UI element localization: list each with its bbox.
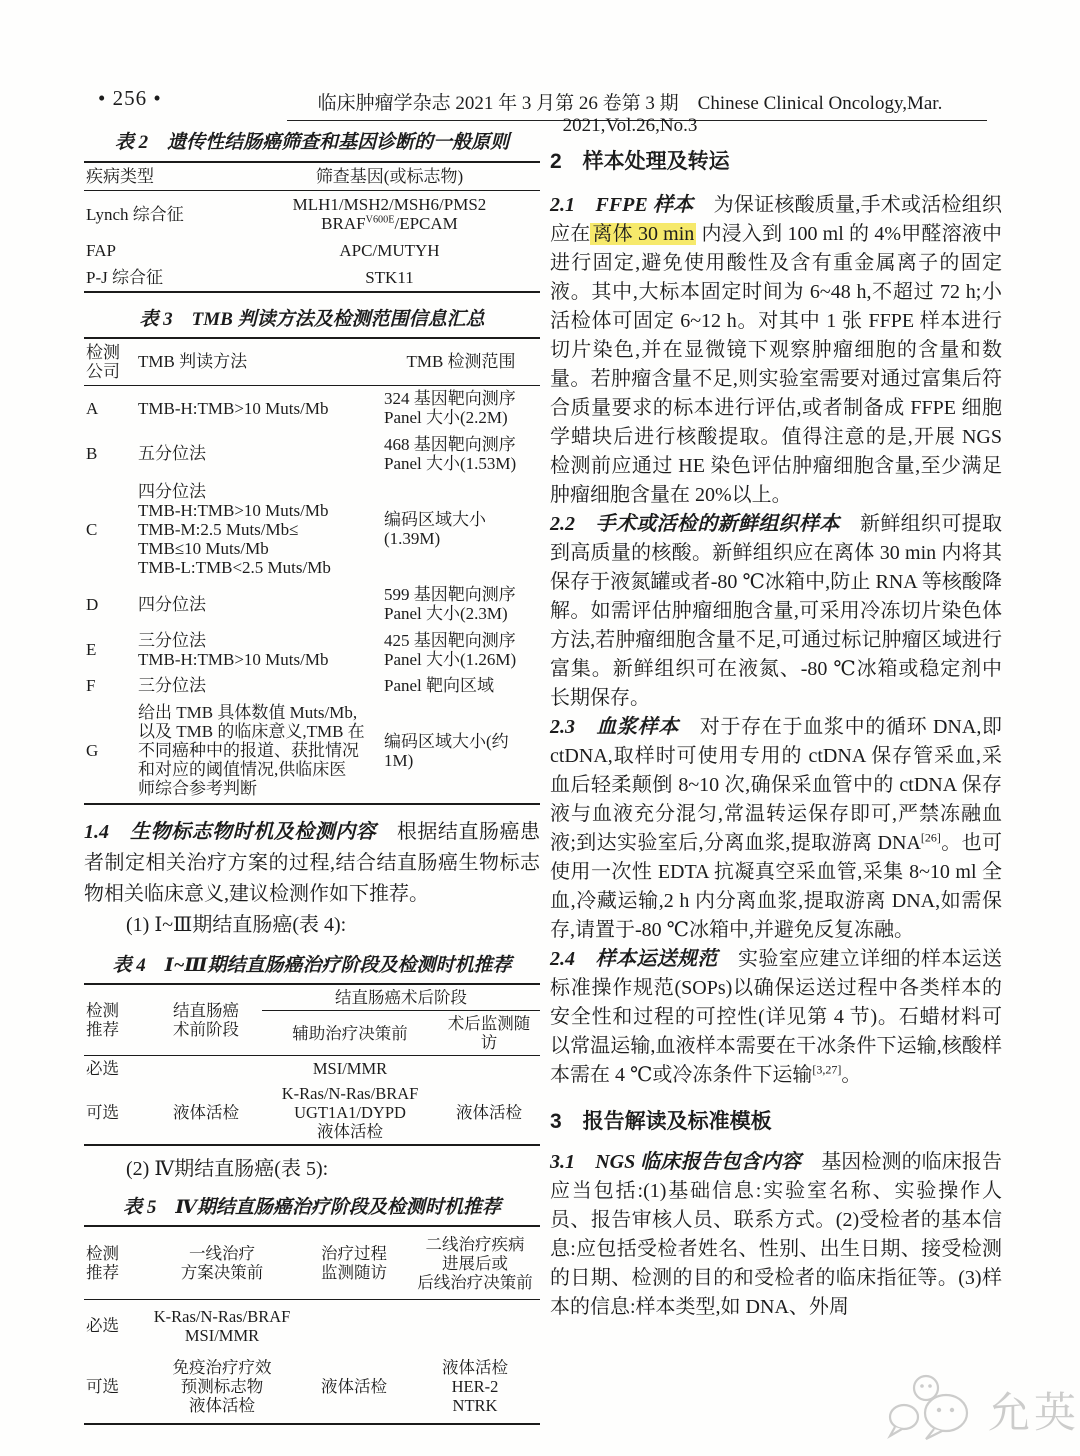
table-cell: C — [86, 519, 98, 539]
table-cell: B — [86, 444, 98, 464]
table-row — [84, 1300, 540, 1351]
table-row — [84, 385, 540, 431]
table-cell: MLH1/MSH2/MSH6/PMS2 $BRAF^{V600E}$/EPCAM — [292, 195, 487, 234]
table-cell: 可选 — [86, 1377, 119, 1397]
column-header-group: 结直肠癌术后阶段 — [262, 984, 540, 1011]
list-item-stage1-3: (1) Ⅰ~Ⅲ期结直肠癌(表 4): — [126, 914, 347, 936]
paragraph-2-2: 2.2 手术或活检的新鲜组织样本 新鲜组织可提取到高质量的核酸。新鲜组织应在离体 30 min 内将其保存于液氮罐或者-80 ℃冰箱中,防止 RNA 等核酸降解。如需评估肿瘤细胞含量,可采用冷冻切片染色体方法,若肿瘤细胞含量不足,可通过标记肿瘤区域进行富集。新鲜组织可在液氮、-80 ℃冰箱或稳定剂中长期保存。 — [550, 513, 1003, 709]
table-row — [84, 190, 540, 237]
table-row — [84, 1081, 540, 1145]
table-3 — [84, 337, 540, 805]
paragraph-2-3: 2.3 血浆样本 对于存在于血浆中的循环 DNA,即 ctDNA,取样时可使用专用的 ctDNA 保存管采血,采血后轻柔颠倒 8~10 次,确保采血管中的 ctDNA 保存液与血液充分混匀,常温转运保存即可,严禁冻融血液;到达实验室后,分离血浆,提取游离 DNA[26]。也可使用一次性 EDTA 抗凝真空采血管,采集 8~10 ml 全血,冷藏运输,2 h 内分离血浆,提取游离 DNA,如需保存,请置于-80 ℃冰箱中,并避免反复冻融。 — [550, 716, 1002, 941]
table-row — [84, 1056, 540, 1082]
table-4 — [84, 983, 540, 1146]
right-column — [550, 0, 1002, 1322]
column-header: 检测 推荐 — [84, 984, 150, 1056]
table-row — [84, 264, 540, 292]
list-item-stage4: (2) Ⅳ期结直肠癌(表 5): — [126, 1158, 329, 1180]
table-row — [84, 238, 540, 265]
table-row — [84, 627, 540, 673]
table-row — [84, 581, 540, 627]
table-cell: Panel 靶向区域 — [384, 675, 495, 695]
table-row — [84, 431, 540, 477]
table5-title: 表 5 Ⅳ期结直肠癌治疗阶段及检测时机推荐 — [123, 1197, 501, 1218]
journal-title: 临床肿瘤学杂志 2021 年 3 月第 26 卷第 3 期 Chinese Clinical Oncology,Mar. 2021,Vol.26,No.3 — [317, 93, 943, 136]
table-cell — [150, 1056, 262, 1082]
column-header: TMB 检测范围 — [382, 338, 540, 385]
table-cell: 必选 — [86, 1059, 119, 1078]
table-header-row — [84, 1226, 540, 1300]
watermark-text: 允英 — [987, 1388, 1080, 1436]
table-cell: 液体活检 — [456, 1103, 522, 1122]
table-cell: G — [86, 741, 99, 761]
table-cell: MSI/MMR — [312, 1059, 388, 1078]
table-row — [84, 672, 540, 698]
table-cell: 编码区域大小(约 1M) — [384, 731, 509, 770]
table3-title: 表 3 TMB 判读方法及检测范围信息汇总 — [139, 309, 485, 330]
table-cell — [298, 1300, 410, 1351]
table-cell: 五分位法 — [138, 444, 206, 464]
table-header-row — [84, 984, 540, 1011]
column-header: 疾病类型 — [84, 162, 239, 190]
table-cell: D — [86, 594, 99, 614]
table-cell: STK11 — [365, 268, 414, 288]
table-cell: APC/MUTYH — [339, 241, 440, 261]
paragraph-2-1: 2.1 FFPE 样本 为保证核酸质量,手术或活检组织应在 离体 30 min 内浸入到 100 ml 的 4%甲醛溶液中进行固定,避免使用酸性及含有重金属离子的固定液。其中,大标本固定时间为 6~48 h,不超过 72 h;小活检体可固定 6~12 h。对其中 1 张 FFPE 样本进行切片染色,并在显微镜下观察肿瘤细胞的含量和数量。若肿瘤含量不足,则实验室需要对通过富集后符合质量要求的标本进行评估,或者制备成 FFPE 细胞学蜡块后进行核酸提取。值得注意的是,开展 NGS 检测前应通过 HE 染色评估肿瘤细胞含量,至少满足肿瘤细胞含量在 20%以上。 — [550, 194, 1002, 506]
table2-title: 表 2 遗传性结肠癌筛查和基因诊断的一般原则 — [114, 132, 510, 153]
table-row — [84, 1351, 540, 1424]
table-header-row — [84, 338, 540, 385]
section-3-heading: 3 报告解读及标准模板 — [550, 1110, 772, 1133]
table-cell: 液体活检 — [321, 1377, 387, 1397]
wechat-bubbles-icon — [884, 1371, 988, 1448]
table-cell: K-Ras/N-Ras/BRAF UGT1A1/DYPD 液体活检 — [281, 1084, 419, 1141]
table-cell: 四分位法 — [138, 594, 206, 614]
column-header: 结直肠癌 术前阶段 — [150, 984, 262, 1056]
table-2 — [84, 161, 540, 293]
paragraph-1-4: 1.4 生物标志物时机及检测内容 根据结直肠癌患者制定相关治疗方案的过程,结合结直肠癌生物标志物相关临床意义,建议检测作如下推荐。 — [84, 821, 541, 905]
paragraph-2-4: 2.4 样本运送规范 实验室应建立详细的样本运送标准操作规范(SOPs)以确保运送过程中各类样本的安全性和过程的可控性(详见第 4 节)。石蜡材料可以常温运输,血液样本需要在干冰条件下运输,核酸样本需在 4 ℃或冷冻条件下运输[3,27]。 — [550, 948, 1003, 1086]
table-cell: 必选 — [86, 1316, 119, 1336]
column-header: 术后监测随访 — [438, 1011, 540, 1056]
section-2-heading: 2 样本处理及转运 — [550, 150, 730, 173]
table-cell: 编码区域大小 (1.39M) — [384, 510, 486, 549]
table-cell: 425 基因靶向测序 Panel 大小(1.26M) — [384, 630, 517, 669]
table-cell — [410, 1300, 540, 1351]
table-cell: 三分位法 TMB-H:TMB>10 Muts/Mb — [138, 630, 329, 669]
page-number: • 256 • — [98, 86, 162, 110]
table-cell: A — [86, 398, 99, 418]
left-column — [84, 0, 540, 1425]
table-cell: E — [86, 640, 97, 660]
table-cell: 液体活检 HER-2 NTRK — [442, 1358, 508, 1416]
table-5 — [84, 1225, 540, 1425]
table-cell: 免疫治疗疗效 预测标志物 液体活检 — [172, 1358, 272, 1416]
table-cell: P-J 综合征 — [86, 268, 163, 288]
table-cell: 给出 TMB 具体数值 Muts/Mb, 以及 TMB 的临床意义,TMB 在 不同癌种中的报道、获批情况 和对应的阈值情况,供临床医 师综合参考判断 — [138, 703, 365, 799]
table-header-row — [84, 162, 540, 190]
table-cell: 四分位法 TMB-H:TMB>10 Muts/Mb TMB-M:2.5 Muts/Mb≤ TMB≤10 Muts/Mb TMB-L:TMB<2.5 Muts/Mb — [138, 481, 331, 577]
table-row — [84, 698, 540, 804]
column-header: TMB 判读方法 — [136, 338, 382, 385]
table-cell: TMB-H:TMB>10 Muts/Mb — [138, 398, 329, 418]
column-header: 检测 推荐 — [84, 1226, 146, 1300]
column-header: 治疗过程 监测随访 — [298, 1226, 410, 1300]
table-cell: 三分位法 — [138, 675, 206, 695]
column-header: 一线治疗 方案决策前 — [146, 1226, 298, 1300]
column-header: 检测 公司 — [84, 338, 136, 385]
table-cell: K-Ras/N-Ras/BRAF MSI/MMR — [153, 1306, 291, 1345]
watermark — [884, 1371, 1080, 1448]
table-row — [84, 477, 540, 582]
column-header: 筛查基因(或标志物) — [239, 162, 540, 190]
column-header: 辅助治疗决策前 — [262, 1011, 438, 1056]
table-cell: 468 基因靶向测序 Panel 大小(1.53M) — [384, 434, 517, 473]
table4-title: 表 4 Ⅰ~Ⅲ期结直肠癌治疗阶段及检测时机推荐 — [112, 955, 512, 976]
paragraph-3-1: 3.1 NGS 临床报告包含内容 基因检测的临床报告应当包括:(1)基础信息:实验室名称、实验操作人员、报告审核人员、联系方式。(2)受检者的基本信息:应包括受检者姓名、性别、出生日期、接受检测的日期、检测的目的和受检者的临床指征等。(3)样本的信息:样本类型,如 DNA、外周 — [550, 1151, 1003, 1318]
table-cell: 可选 — [86, 1103, 119, 1122]
table-cell: 液体活检 — [173, 1103, 239, 1122]
table-cell: FAP — [86, 241, 116, 261]
table-cell: 324 基因靶向测序 Panel 大小(2.2M) — [384, 389, 516, 428]
column-header: 二线治疗疾病 进展后或 后线治疗决策前 — [410, 1226, 540, 1300]
table-cell: F — [86, 675, 96, 695]
table-cell — [438, 1056, 540, 1082]
table-cell: 599 基因靶向测序 Panel 大小(2.3M) — [384, 585, 516, 624]
table-cell: Lynch 综合征 — [86, 204, 184, 224]
